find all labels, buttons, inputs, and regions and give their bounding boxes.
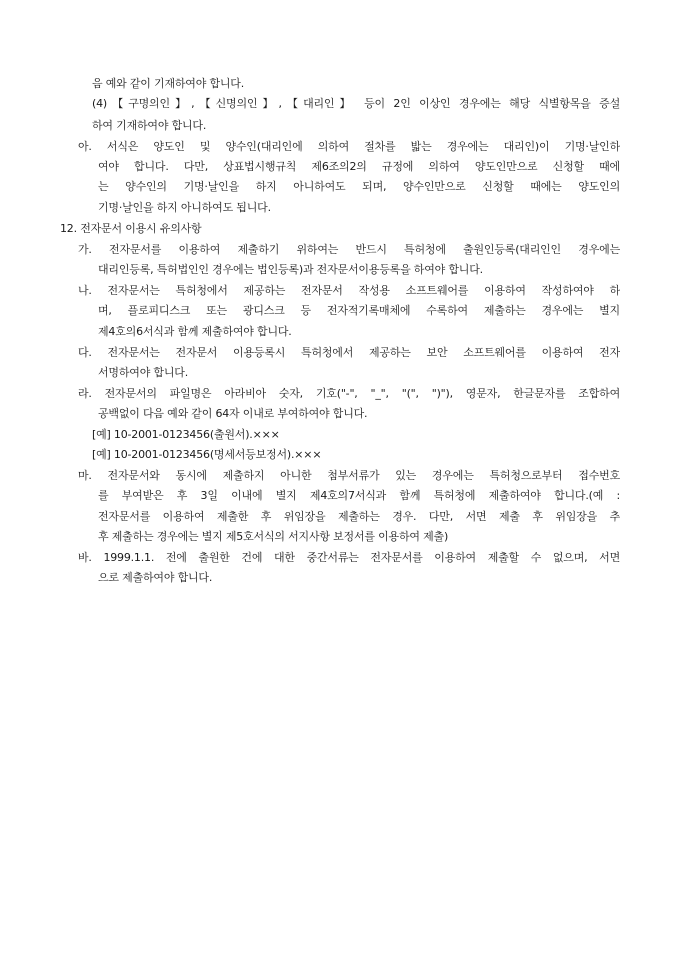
text-line: 대리인등록, 특허법인인 경우에는 법인등록)과 전자문서이용등록을 하여야 합니다. [98,263,483,276]
text-line: 를 부여받은 후 3일 이내에 별지 제4호의7서식과 함께 특허청에 제출하여야 합니다.(예 : [98,489,620,502]
text-line: 마. 전자문서와 동시에 제출하지 아니한 첨부서류가 있는 경우에는 특허청으로부터 접수번호 [78,469,620,482]
text-line: 제4호의6서식과 함께 제출하여야 합니다. [98,325,292,338]
text-line: 서명하여야 합니다. [98,366,189,379]
text-line: 전자문서를 이용하여 제출한 후 위임장을 제출하는 경우. 다만, 서면 제출 후 위임장을 추 [98,510,620,523]
text-line: 다. 전자문서는 전자문서 이용등록시 특허청에서 제공하는 보안 소프트웨어를 이용하여 전자 [78,346,620,359]
text-line: 나. 전자문서는 특허청에서 제공하는 전자문서 작성용 소프트웨어를 이용하여 작성하여야 하 [78,284,620,297]
text-line: 는 양수인의 기명·날인을 하지 아니하여도 되며, 양수인만으로 신청할 때에는 양도인의 [98,180,620,193]
text-line: 바. 1999.1.1. 전에 출원한 건에 대한 중간서류는 전자문서를 이용하여 제출할 수 없으며, 서면 [78,551,620,564]
text-line: 아. 서식은 양도인 및 양수인(대리인에 의하여 절차를 밟는 경우에는 대리인)이 기명·날인하 [78,140,620,153]
text-line: 가. 전자문서를 이용하여 제출하기 위하여는 반드시 특허청에 출원인등록(대리인인 경우에는 [78,243,620,256]
example-line: [예] 10-2001-0123456(명세서등보정서).××× [92,448,322,461]
text-line: 하여 기재하여야 합니다. [92,119,207,132]
text-line: (4)【구명의인】,【신명의인】,【대리인】 등이 2인 이상인 경우에는 해당 식별항목을 증설 [92,97,620,110]
text-line: 후 제출하는 경우에는 별지 제5호서식의 서지사항 보정서를 이용하여 제출) [98,530,449,543]
text-line: 음 예와 같이 기재하여야 합니다. [92,77,245,90]
text-line: 라. 전자문서의 파일명은 아라비아 숫자, 기호("-", "_", "(", ")"), 영문자, 한글문자를 조합하여 [78,387,620,400]
text-line: 기명·날인을 하지 아니하여도 됩니다. [98,201,271,214]
text-line: 공백없이 다음 예와 같이 64자 이내로 부여하여야 합니다. [98,407,368,420]
text-line: 며, 플로피디스크 또는 광디스크 등 전자적기록매체에 수록하여 제출하는 경우에는 별지 [98,304,620,317]
section-heading: 12. 전자문서 이용시 유의사항 [60,222,202,235]
text-line: 으로 제출하여야 합니다. [98,571,213,584]
example-line: [예] 10-2001-0123456(출원서).××× [92,428,280,441]
text-line: 여야 합니다. 다만, 상표법시행규칙 제6조의2의 규정에 의하여 양도인만으로 신청할 때에 [98,160,620,173]
